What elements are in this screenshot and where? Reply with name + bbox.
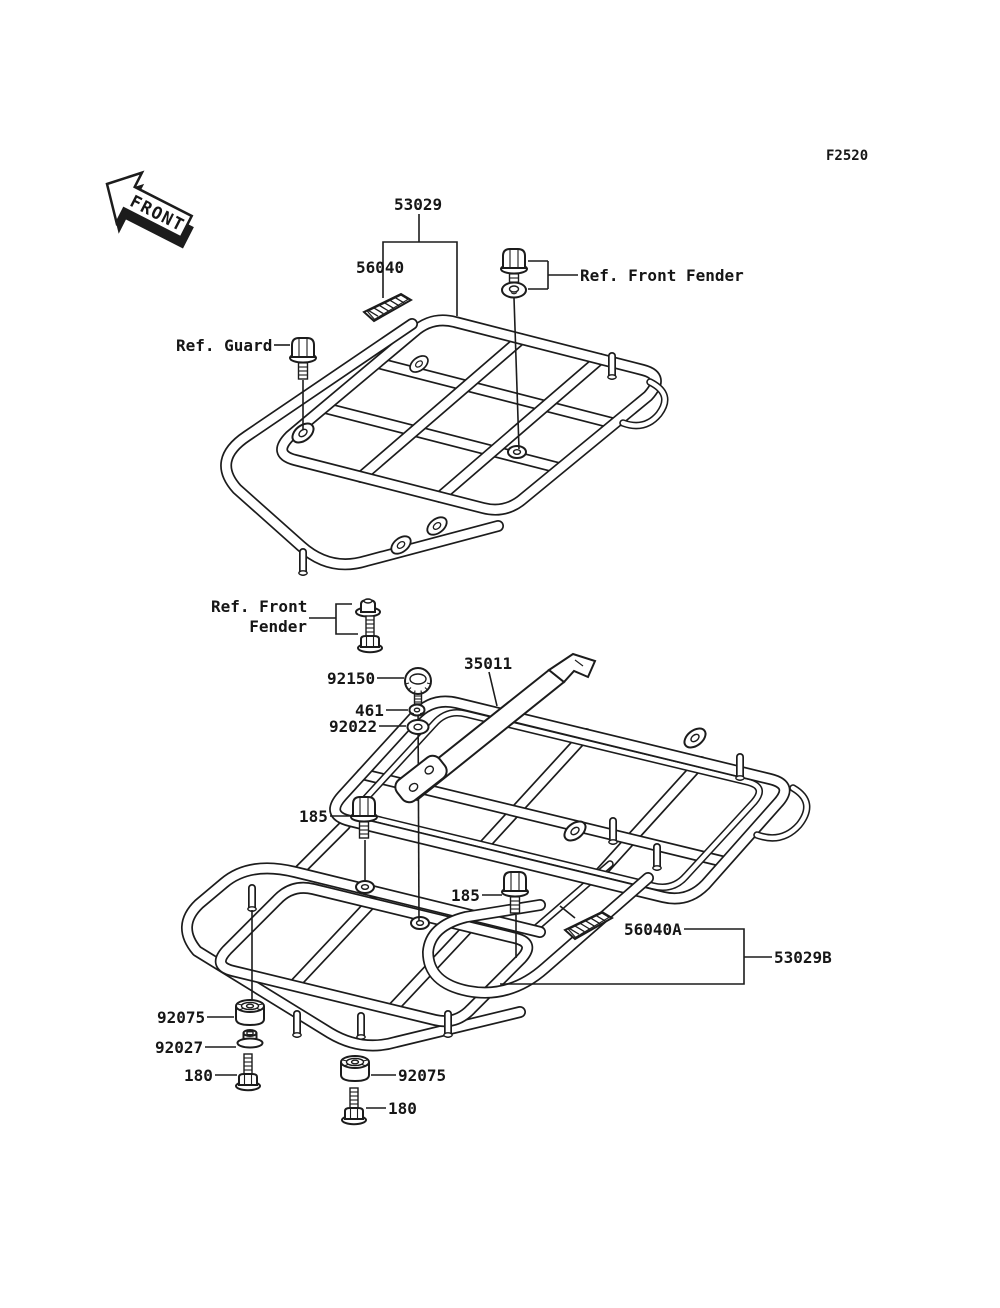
frame-peg <box>736 757 744 780</box>
callout-ref-guard: Ref. Guard <box>176 336 273 355</box>
front-arrow-label: FRONT <box>126 191 188 237</box>
callout-bolt-185-left: 185 <box>299 807 328 826</box>
callout-bolt-180-bottom: 180 <box>388 1099 417 1118</box>
mount-lug <box>681 725 709 752</box>
front-direction-arrow <box>89 161 205 263</box>
callout-front-caution-label: 56040 <box>356 258 405 277</box>
rear-carrier-drawing <box>187 702 807 1046</box>
frame-peg <box>608 356 616 379</box>
callout-ref-front-fender-top: Ref. Front Fender <box>580 266 744 285</box>
fender-washer-icon <box>502 283 526 298</box>
callout-brace: 35011 <box>464 654 513 673</box>
washer-icon <box>408 720 429 734</box>
hex-bolt-icon <box>236 1054 260 1090</box>
collar-icon <box>238 1030 263 1048</box>
callout-damper-left: 92075 <box>157 1008 206 1027</box>
callout-damper-bottom: 92075 <box>398 1066 447 1085</box>
callout-collar: 92027 <box>155 1038 204 1057</box>
callout-ref-front-fender-mid <box>211 597 307 637</box>
knob-bolt-icon <box>405 668 431 704</box>
small-nut-icon <box>410 705 425 716</box>
mount-pad <box>508 446 526 458</box>
fender-bolt-icon <box>358 616 382 652</box>
frame-peg <box>357 1016 365 1039</box>
ref-front-fender-line2: Fender <box>249 617 307 636</box>
callout-rear-carrier-number: 53029B <box>774 948 832 967</box>
mount-pad <box>356 881 374 893</box>
frame-peg <box>609 821 617 844</box>
frame-peg <box>293 1014 301 1037</box>
flange-nut-icon <box>356 599 380 617</box>
guard-bolt-icon <box>290 338 316 379</box>
frame-peg <box>444 1014 452 1037</box>
callout-nut: 461 <box>355 701 384 720</box>
mount-pad <box>411 917 429 929</box>
callout-bolt-180-left: 180 <box>184 1066 213 1085</box>
frame-peg <box>248 888 256 911</box>
caution-plate-56040 <box>364 294 411 321</box>
figure-code: F2520 <box>826 148 869 164</box>
frame-peg <box>299 552 307 575</box>
damper-grommet-icon <box>341 1056 369 1081</box>
ref-front-fender-line1: Ref. Front <box>211 597 308 616</box>
hex-bolt-icon <box>342 1088 366 1124</box>
frame-peg <box>653 847 661 870</box>
callout-washer: 92022 <box>329 717 378 736</box>
callout-knob-bolt: 92150 <box>327 669 376 688</box>
callout-bolt-185-right: 185 <box>451 886 480 905</box>
callout-rear-caution-label: 56040A <box>624 920 682 939</box>
callout-front-carrier-number: 53029 <box>394 195 443 214</box>
damper-grommet-icon <box>236 1000 264 1025</box>
